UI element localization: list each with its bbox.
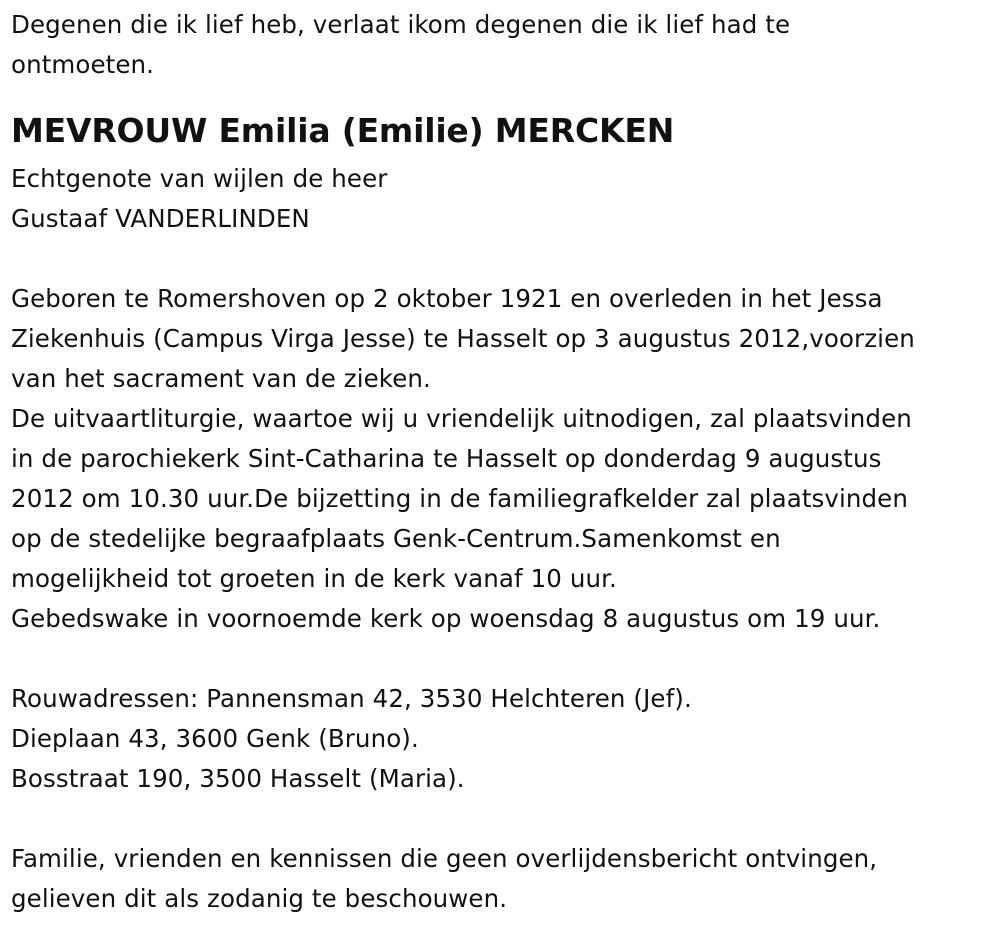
address-line: Dieplaan 43, 3600 Genk (Bruno). xyxy=(11,724,419,753)
details-line: Geboren te Romershoven op 2 oktober 1921 en overleden in het Jessa xyxy=(11,284,883,313)
details-line: van het sacrament van de zieken. xyxy=(11,364,431,393)
spouse-line: Echtgenote van wijlen de heer xyxy=(11,164,388,193)
spouse-line: Gustaaf VANDERLINDEN xyxy=(11,204,310,233)
paragraph-spacer xyxy=(11,239,986,279)
details-line: De uitvaartliturgie, waartoe wij u vriendelijk uitnodigen, zal plaatsvinden xyxy=(11,404,912,433)
closing-line: Familie, vrienden en kennissen die geen overlijdensbericht ontvingen, xyxy=(11,844,878,873)
details-line: in de parochiekerk Sint-Catharina te Hasselt op donderdag 9 augustus xyxy=(11,444,882,473)
closing-line: gelieven dit als zodanig te beschouwen. xyxy=(11,884,508,913)
quote-line: ontmoeten. xyxy=(11,50,155,79)
obituary-document xyxy=(11,5,986,919)
details-line: Ziekenhuis (Campus Virga Jesse) te Hasselt op 3 augustus 2012,voorzien xyxy=(11,324,915,353)
quote-line: Degenen die ik lief heb, verlaat ikom degenen die ik lief had te xyxy=(11,10,791,39)
details-line: Gebedswake in voornoemde kerk op woensdag 8 augustus om 19 uur. xyxy=(11,604,881,633)
spouse-info xyxy=(11,159,986,239)
details-line: mogelijkheid tot groeten in de kerk vanaf 10 uur. xyxy=(11,564,617,593)
funeral-details xyxy=(11,279,986,639)
mourning-addresses xyxy=(11,679,986,799)
details-line: 2012 om 10.30 uur.De bijzetting in de familiegrafkelder zal plaatsvinden xyxy=(11,484,908,513)
closing-note xyxy=(11,839,986,919)
address-line: Rouwadressen: Pannensman 42, 3530 Helchteren (Jef). xyxy=(11,684,692,713)
paragraph-spacer xyxy=(11,639,986,679)
paragraph-spacer xyxy=(11,799,986,839)
deceased-name-title: MEVROUW Emilia (Emilie) MERCKEN xyxy=(11,111,675,150)
address-line: Bosstraat 190, 3500 Hasselt (Maria). xyxy=(11,764,465,793)
details-line: op de stedelijke begraafplaats Genk-Centrum.Samenkomst en xyxy=(11,524,781,553)
opening-quote xyxy=(11,5,986,85)
